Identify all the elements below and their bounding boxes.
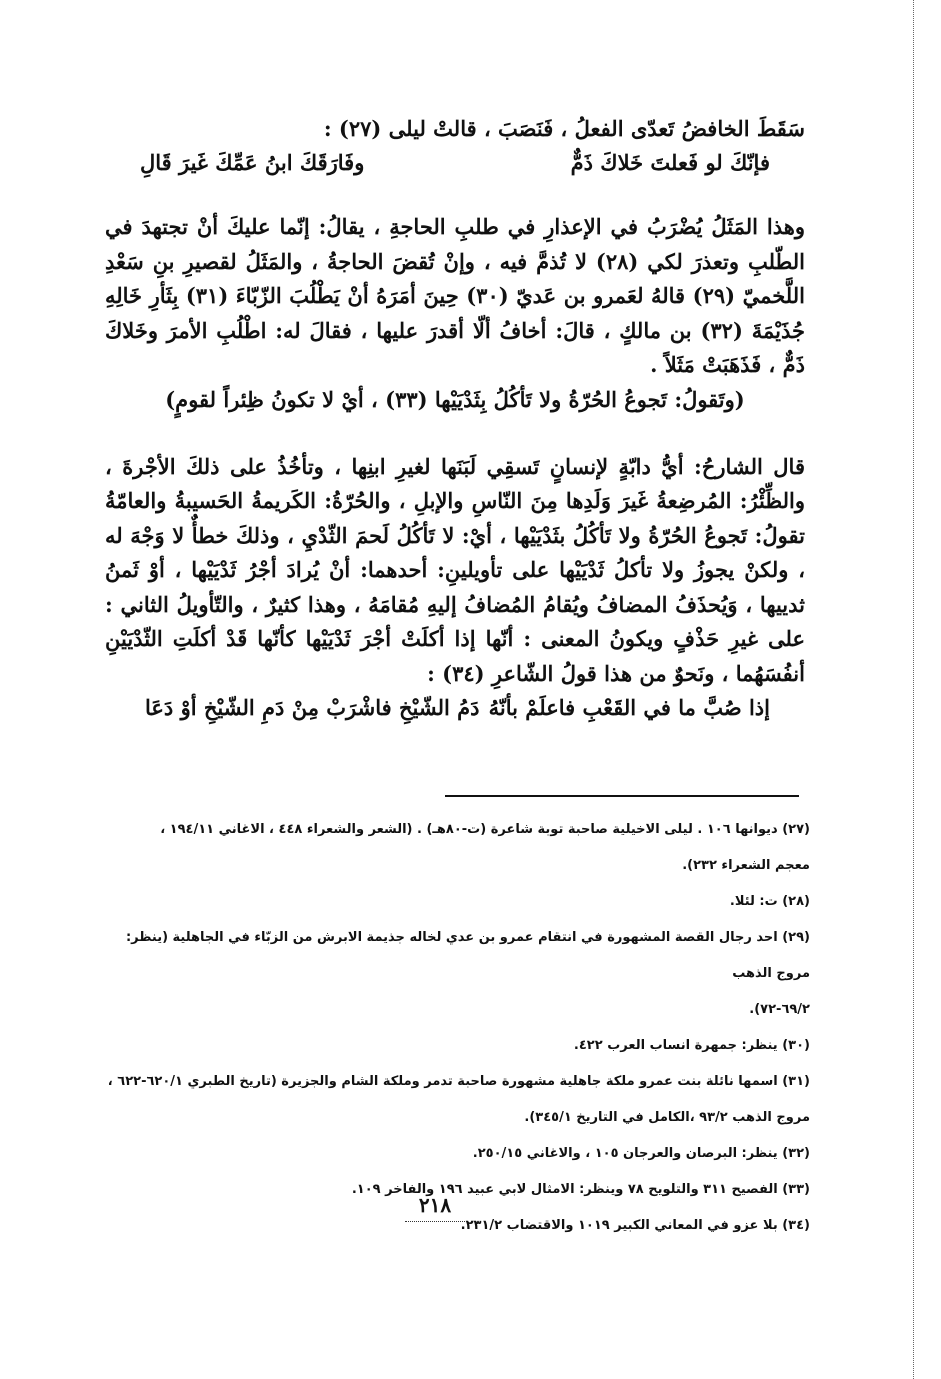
footnotes <box>100 812 810 1244</box>
verse-1 <box>105 146 805 180</box>
footnote-29: (٢٩) احد رجال القصة المشهورة في انتقام عمرو بن عدي لخاله جذيمة الابرش من الزبّاء في الجاهلية (ينظر: مروج الذهب <box>125 930 810 981</box>
main-text <box>105 112 805 725</box>
page-number: ٢١٨ <box>418 1193 452 1217</box>
footnote-29-continuation: ٦٩/٢-٧٢). <box>749 1002 810 1017</box>
footnote-27: (٢٧) ديوانها ١٠٦ . ليلى الاخيلية صاحبة توبة شاعرة (ت-٨٠هـ) . (الشعر والشعراء ٤٤٨ ، الاغاني ١٩٤/١١ ، <box>160 822 810 837</box>
footnote-28: (٢٨) ت: لئلا. <box>729 894 810 909</box>
footnote-separator <box>445 795 799 797</box>
footnote-33: (٣٣) الفصيح ٣١١ والتلويح ٧٨ وينظر: الامثال لابي عبيد ١٩٦ والفاخر ١٠٩. <box>351 1182 810 1197</box>
verse-1-second-hemistich: وفَارَقَكَ ابنُ عَمِّكَ غَيرَ قَالِ <box>140 150 365 175</box>
footnote-31-continuation: مروج الذهب ٩٣/٢ ،الكامل في التاريخ ٣٤٥/١). <box>524 1110 810 1125</box>
footnote-32: (٣٢) ينظر: البرصان والعرجان ١٠٥ ، والاغاني ٢٥٠/١٥. <box>472 1146 810 1161</box>
page-number-underline <box>405 1221 465 1222</box>
paragraph-1: وهذا المَثَلُ يُضْرَبُ في الإعذارِ في طلبِ الحاجةِ ، يقالُ: إنّما عليكَ أنْ تجتهدَ في الطّلبِ وتعذرَ لكي (٢٨) لا تُذمَّ فيه ، وإنْ تُقضَ الحاجةُ ، والمَثَلُ لقصيرِ بنِ سَعْدِ اللَّخميّ (٢٩) قالهُ لعَمرو بن عَديّ (٣٠) حِينَ أمَرَهُ أنْ يَطْلُبَ الزّبّاءَ (٣١) بِثَأرِ خَالِهِ جُذَيْمَةَ (٣٢) بن مالكٍ ، قالَ: أخافُ ألّا أقدرَ عليها ، فقالَ له: اطْلُبِ الأمرَ وخَلاكَ ذَمٌّ ، فَذَهَبَتْ مَثَلاً . <box>105 214 805 377</box>
footnote-30: (٣٠) ينظر: جمهرة انساب العرب ٤٢٢. <box>573 1038 810 1053</box>
footnote-34: (٣٤) بلا عزو في المعاني الكبير ١٠١٩ والاقتضاب ٢٣١/٢. <box>460 1218 810 1233</box>
verse-2-first-hemistich: إذا صُبَّ ما في القَعْبِ فاعلَمْ بأنّهُ <box>488 695 770 720</box>
margin-dotted-line <box>913 0 914 1379</box>
verse-2-second-hemistich: دَمُ الشّيْخِ فاشْرَبْ مِنْ دَمِ الشّيْخِ أوْ دَعَا <box>145 695 480 720</box>
paragraph-2: قال الشارحُ: أيُّ دابّةٍ لإنسانٍ تَسقِي لَبَنَها لغيرِ ابنِها ، وتأخُذُ على ذلكَ الأجْرةَ ، والظِّئْرُ: المُرضِعةُ غَيرَ وَلَدِها مِنَ النّاسِ والإبلِ ، والحُرّةُ: الكَريمةُ الحَسيبةُ والعامّةُ تقولُ: تَجوعُ الحُرّةُ ولا تَأكُلُ بثَدْيَيْها ، أيْ: لا تَأكُلُ لَحمَ الثّدْيِ ، وذلكَ خطأٌ لا وَجْهَ له ، ولكنْ يجوزُ ولا تأكلُ ثَدْيَيْها على تأويلينِ: أحدهما: أنْ يُرادَ أجْرُ ثَدْيَيْها ، أوْ ثَمنُ ثدييها ، وَيُحذَفُ المضافُ ويُقامُ المُضافُ إليهِ مُقامَهُ ، وهذا كثيرٌ ، والتّأويلُ الثاني : على غيرِ حَذْفٍ ويكونُ المعنى : أنّها إذا أكلَتْ أجْرَ ثَدْيَيْها كأنّها قَدْ أكلَتِ الثّدْيَيْنِ أنفُسَهُما ، ونَحوٌ من هذا قولُ الشّاعرِ (٣٤) : <box>105 453 805 686</box>
verse-2 <box>105 691 805 725</box>
verse-1-first-hemistich: فإنّكَ لو فَعلتَ خَلاكَ ذَمٌّ <box>570 150 770 175</box>
intro-line: سَقَطَ الخافضُ تَعدّى الفعلُ ، فَنَصَبَ ، قالتْ ليلى (٢٧) : <box>323 116 805 141</box>
footnote-31: (٣١) اسمها نائلة بنت عمرو ملكة جاهلية مشهورة صاحبة تدمر وملكة الشام والجزيرة (تاريخ الطبري ٦٢٠/١-٦٢٢ ، <box>107 1074 810 1089</box>
footnote-27-continuation: معجم الشعراء ٢٣٢). <box>682 858 810 873</box>
saying-line: (وتَقولُ: تَجوعُ الحُرّةُ ولا تَأكُلُ بِثَدْيَيْها (٣٣) ، أيْ لا تكونُ ظِئراً لقومٍ) <box>165 386 745 412</box>
